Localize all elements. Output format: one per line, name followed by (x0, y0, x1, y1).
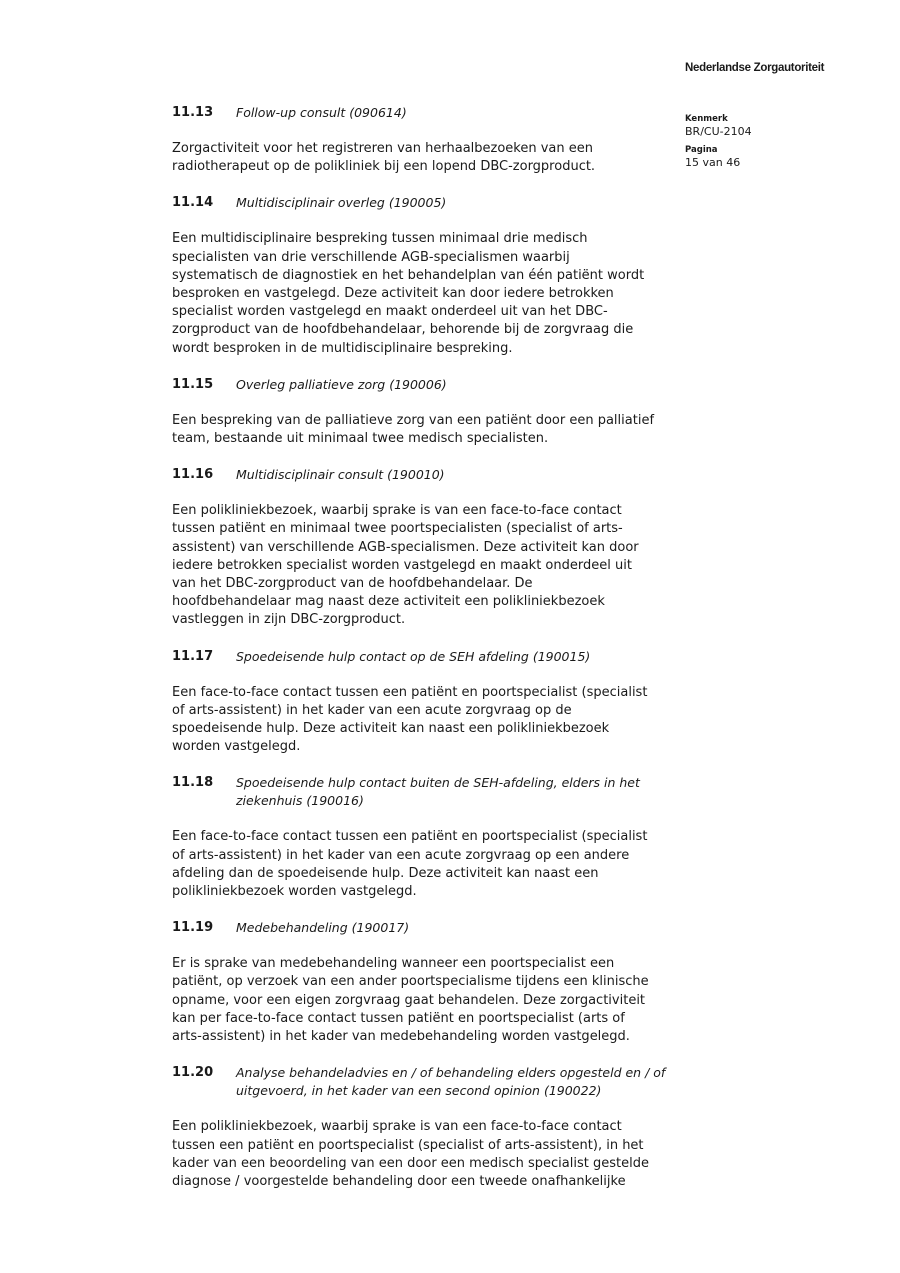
section-number: 11.19 (172, 920, 214, 936)
section-heading (172, 648, 687, 666)
section-11-16 (172, 466, 687, 629)
section-11-17 (172, 648, 687, 757)
section-heading (172, 774, 687, 810)
section-title: Medebehandeling (190017) (236, 920, 410, 936)
section-paragraph: Zorgactiviteit voor het registreren van herhaalbezoeken van een radiotherapeut op de polikliniek bij een lopend DBC-zorgproduct. (172, 141, 596, 175)
section-11-19 (172, 919, 687, 1046)
section-title: Multidisciplinair consult (190010) (236, 467, 445, 483)
section-paragraph: Een bespreking van de palliatieve zorg van een patiënt door een palliatief team, bestaande uit minimaal twee medisch specialisten. (172, 412, 655, 447)
section-title: Spoedeisende hulp contact buiten de SEH-afdeling, elders in het ziekenhuis (190016) (236, 775, 640, 809)
section-11-20 (172, 1064, 687, 1191)
section-paragraph: Een face-to-face contact tussen een patiënt en poortspecialist (specialist of arts-assistent) in het kader van een acute zorgvraag op de spoedeisende hulp. Deze activiteit kan naast een polikliniekbezoek worden vastgelegd. (172, 684, 648, 755)
section-11-15 (172, 376, 687, 448)
section-heading (172, 194, 687, 212)
kenmerk-label: Kenmerk (685, 114, 728, 124)
pagina-label: Pagina (685, 145, 718, 155)
section-number: 11.18 (172, 775, 214, 791)
section-heading (172, 919, 687, 937)
section-number: 11.17 (172, 648, 214, 664)
section-paragraph: Er is sprake van medebehandeling wanneer een poortspecialist een patiënt, op verzoek van een ander poortspecialisme tijdens een klinische opname, voor een eigen zorgvraag gaat behandelen. Deze zorgactiviteit kan per face-to-face contact tussen patiënt en poortspecialist (arts of arts-assistent) in het kader van medebehandeling worden vastgelegd. (172, 956, 649, 1045)
section-title: Analyse behandeladvies en / of behandeling elders opgesteld en / of uitgevoerd, in het kader van een second opinion (190022) (236, 1065, 666, 1099)
document-meta (685, 114, 885, 176)
section-paragraph: Een polikliniekbezoek, waarbij sprake is van een face-to-face contact tussen een patiënt en poortspecialist (specialist of arts-assistent), in het kader van een beoordeling van een door een medisch specialist gestelde diagnose / voorgestelde behandeling door een tweede onafhankelijke (172, 1119, 649, 1189)
section-title: Overleg palliatieve zorg (190006) (236, 376, 447, 392)
section-heading (172, 466, 687, 484)
section-11-18 (172, 774, 687, 901)
kenmerk-value: BR/CU-2104 (685, 125, 752, 138)
section-title: Multidisciplinair overleg (190005) (236, 195, 447, 211)
section-11-13 (172, 104, 687, 176)
section-number: 11.16 (172, 467, 214, 483)
section-heading (172, 1064, 687, 1100)
section-paragraph: Een polikliniekbezoek, waarbij sprake is van een face-to-face contact tussen patiënt en minimaal twee poortspecialisten (specialist of arts- assistent) van verschillende AGB-specialismen. Deze activiteit kan door iedere betrokken specialist worden vastgelegd en maakt onderdeel uit van het DBC-zorgproduct van de hoofdbehandelaar. De hoofdbehandelaar mag naast deze activiteit een polikliniekbezoek vastleggen in zijn DBC-zorgproduct. (172, 503, 639, 628)
section-number: 11.13 (172, 105, 214, 120)
section-number: 11.14 (172, 195, 214, 211)
section-number: 11.15 (172, 376, 214, 392)
section-paragraph: Een face-to-face contact tussen een patiënt en poortspecialist (specialist of arts-assistent) in het kader van een acute zorgvraag op een andere afdeling dan de spoedeisende hulp. Deze activiteit kan naast een polikliniekbezoek worden vastgelegd. (172, 829, 648, 900)
section-heading (172, 376, 687, 394)
section-title: Follow-up consult (090614) (236, 105, 407, 120)
section-heading (172, 104, 687, 122)
section-number: 11.20 (172, 1065, 214, 1081)
section-title: Spoedeisende hulp contact op de SEH afdeling (190015) (236, 648, 591, 664)
organization-name: Nederlandse Zorgautoriteit (685, 62, 825, 74)
section-11-14 (172, 194, 687, 357)
document-body (172, 104, 687, 1209)
section-paragraph: Een multidisciplinaire bespreking tussen minimaal drie medisch specialisten van drie verschillende AGB-specialismen waarbij systematisch de diagnostiek en het behandelplan van één patiënt wordt besproken en vastgelegd. Deze activiteit kan door iedere betrokken specialist worden vastgelegd en maakt onderdeel uit van het DBC- zorgproduct van de hoofdbehandelaar, behorende bij de zorgvraag die wordt besproken in de multidisciplinaire bespreking. (172, 231, 645, 356)
pagina-value: 15 van 46 (685, 156, 741, 169)
